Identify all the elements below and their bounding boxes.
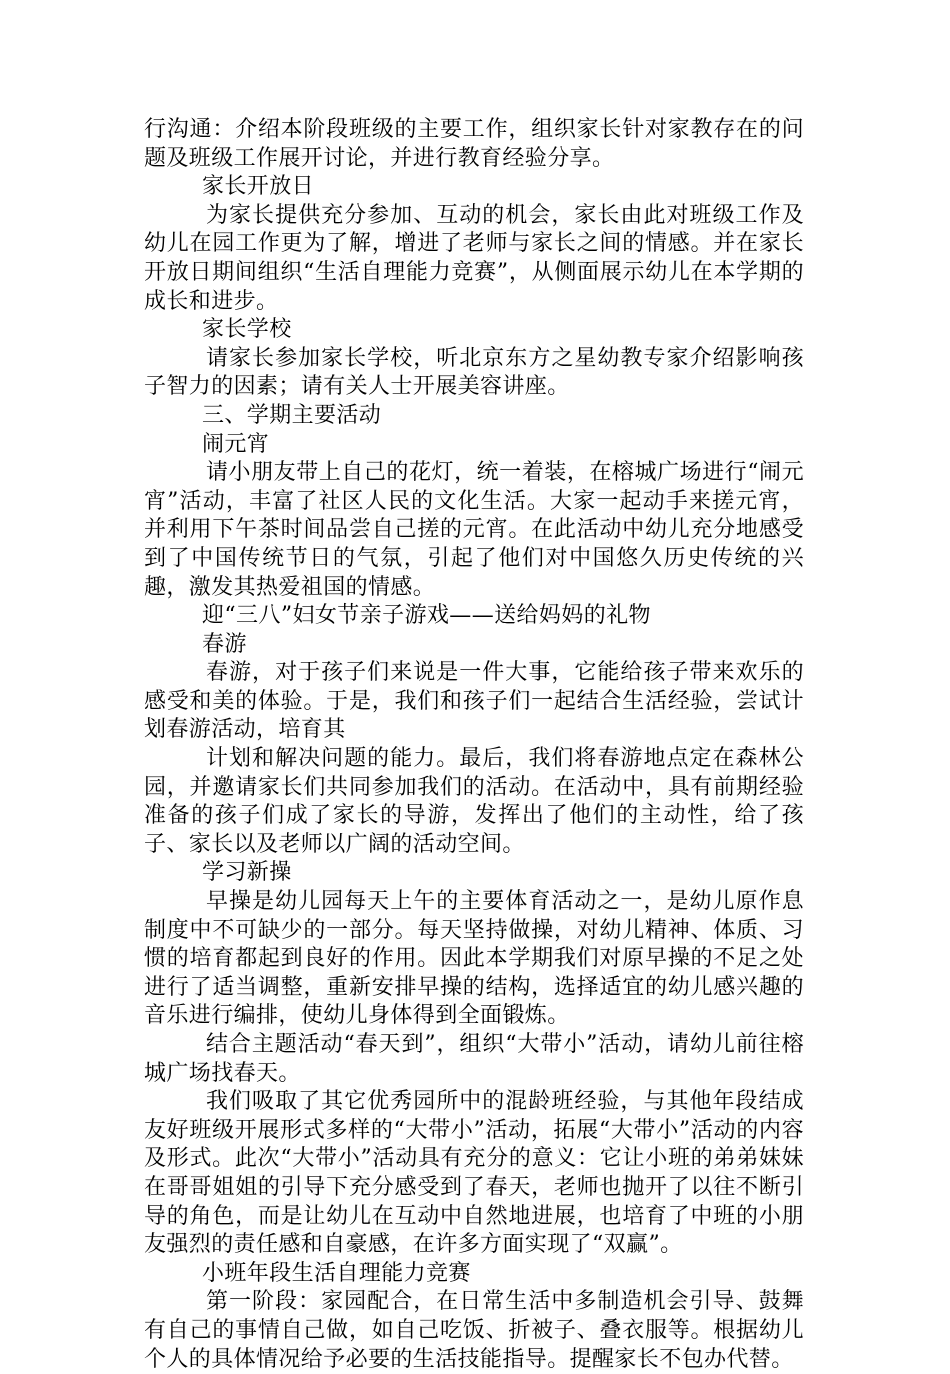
paragraph: 第一阶段：家园配合，在日常生活中多制造机会引导、鼓舞有自己的事情自己做，如自己吃饭、折被子、叠衣服等。根据幼儿个人的具体情况给予必要的生活技能指导。提醒家长不包办代替。	[144, 1289, 804, 1372]
section-heading-spring-outing: 春游	[202, 631, 247, 657]
section-heading-parent-open-day: 家长开放日	[202, 174, 315, 200]
document-page	[144, 116, 804, 1374]
section-heading-parent-school: 家长学校	[202, 317, 292, 343]
paragraph: 请家长参加家长学校，听北京东方之星幼教专家介绍影响孩子智力的因素；请有关人士开展美容讲座。	[144, 345, 804, 400]
paragraph: 结合主题活动“春天到”，组织“大带小”活动，请幼儿前往榕城广场找春天。	[144, 1032, 804, 1086]
section-heading-lantern-festival: 闹元宵	[202, 431, 270, 457]
section-heading-main-activities: 三、学期主要活动	[202, 402, 382, 428]
section-heading-womens-day: 迎“三八”妇女节亲子游戏——送给妈妈的礼物	[202, 603, 651, 629]
section-heading-self-care-contest: 小班年段生活自理能力竞赛	[202, 1260, 471, 1286]
paragraph: 春游，对于孩子们来说是一件大事，它能给孩子带来欢乐的感受和美的体验。于是，我们和孩子们一起结合生活经验，尝试计划春游活动，培育其	[144, 660, 804, 743]
paragraph: 请小朋友带上自己的花灯，统一着装，在榕城广场进行“闹元宵”活动，丰富了社区人民的文化生活。大家一起动手来搓元宵，并利用下午茶时间品尝自己搓的元宵。在此活动中幼儿充分地感受到了中国传统节日的气氛，引起了他们对中国悠久历史传统的兴趣，激发其热爱祖国的情感。	[144, 460, 804, 600]
section-heading-new-exercise: 学习新操	[202, 860, 292, 886]
paragraph: 为家长提供充分参加、互动的机会，家长由此对班级工作及幼儿在园工作更为了解，增进了老师与家长之间的情感。并在家长开放日期间组织“生活自理能力竞赛”，从侧面展示幼儿在本学期的成长和进步。	[144, 202, 804, 314]
paragraph: 我们吸取了其它优秀园所中的混龄班经验，与其他年段结成友好班级开展形式多样的“大带小”活动，拓展“大带小”活动的内容及形式。此次“大带小”活动具有充分的意义：它让小班的弟弟妹妹在哥哥姐姐的引导下充分感受到了春天，老师也抛开了以往不断引导的角色，而是让幼儿在互动中自然地进展，也培育了中班的小朋友强烈的责任感和自豪感，在许多方面实现了“双赢”。	[144, 1089, 804, 1258]
paragraph: 计划和解决问题的能力。最后，我们将春游地点定在森林公园，并邀请家长们共同参加我们的活动。在活动中，具有前期经验准备的孩子们成了家长的导游，发挥出了他们的主动性，给了孩子、家长以及老师以广阔的活动空间。	[144, 746, 804, 857]
paragraph-continued: 行沟通：介绍本阶段班级的主要工作，组织家长针对家教存在的问题及班级工作展开讨论，并进行教育经验分享。	[144, 117, 804, 171]
paragraph: 早操是幼儿园每天上午的主要体育活动之一，是幼儿原作息制度中不可缺少的一部分。每天坚持做操，对幼儿精神、体质、习惯的培育都起到良好的作用。因此本学期我们对原早操的不足之处进行了适当调整，重新安排早操的结构，选择适宜的幼儿感兴趣的音乐进行编排，使幼儿身体得到全面锻炼。	[144, 889, 804, 1029]
